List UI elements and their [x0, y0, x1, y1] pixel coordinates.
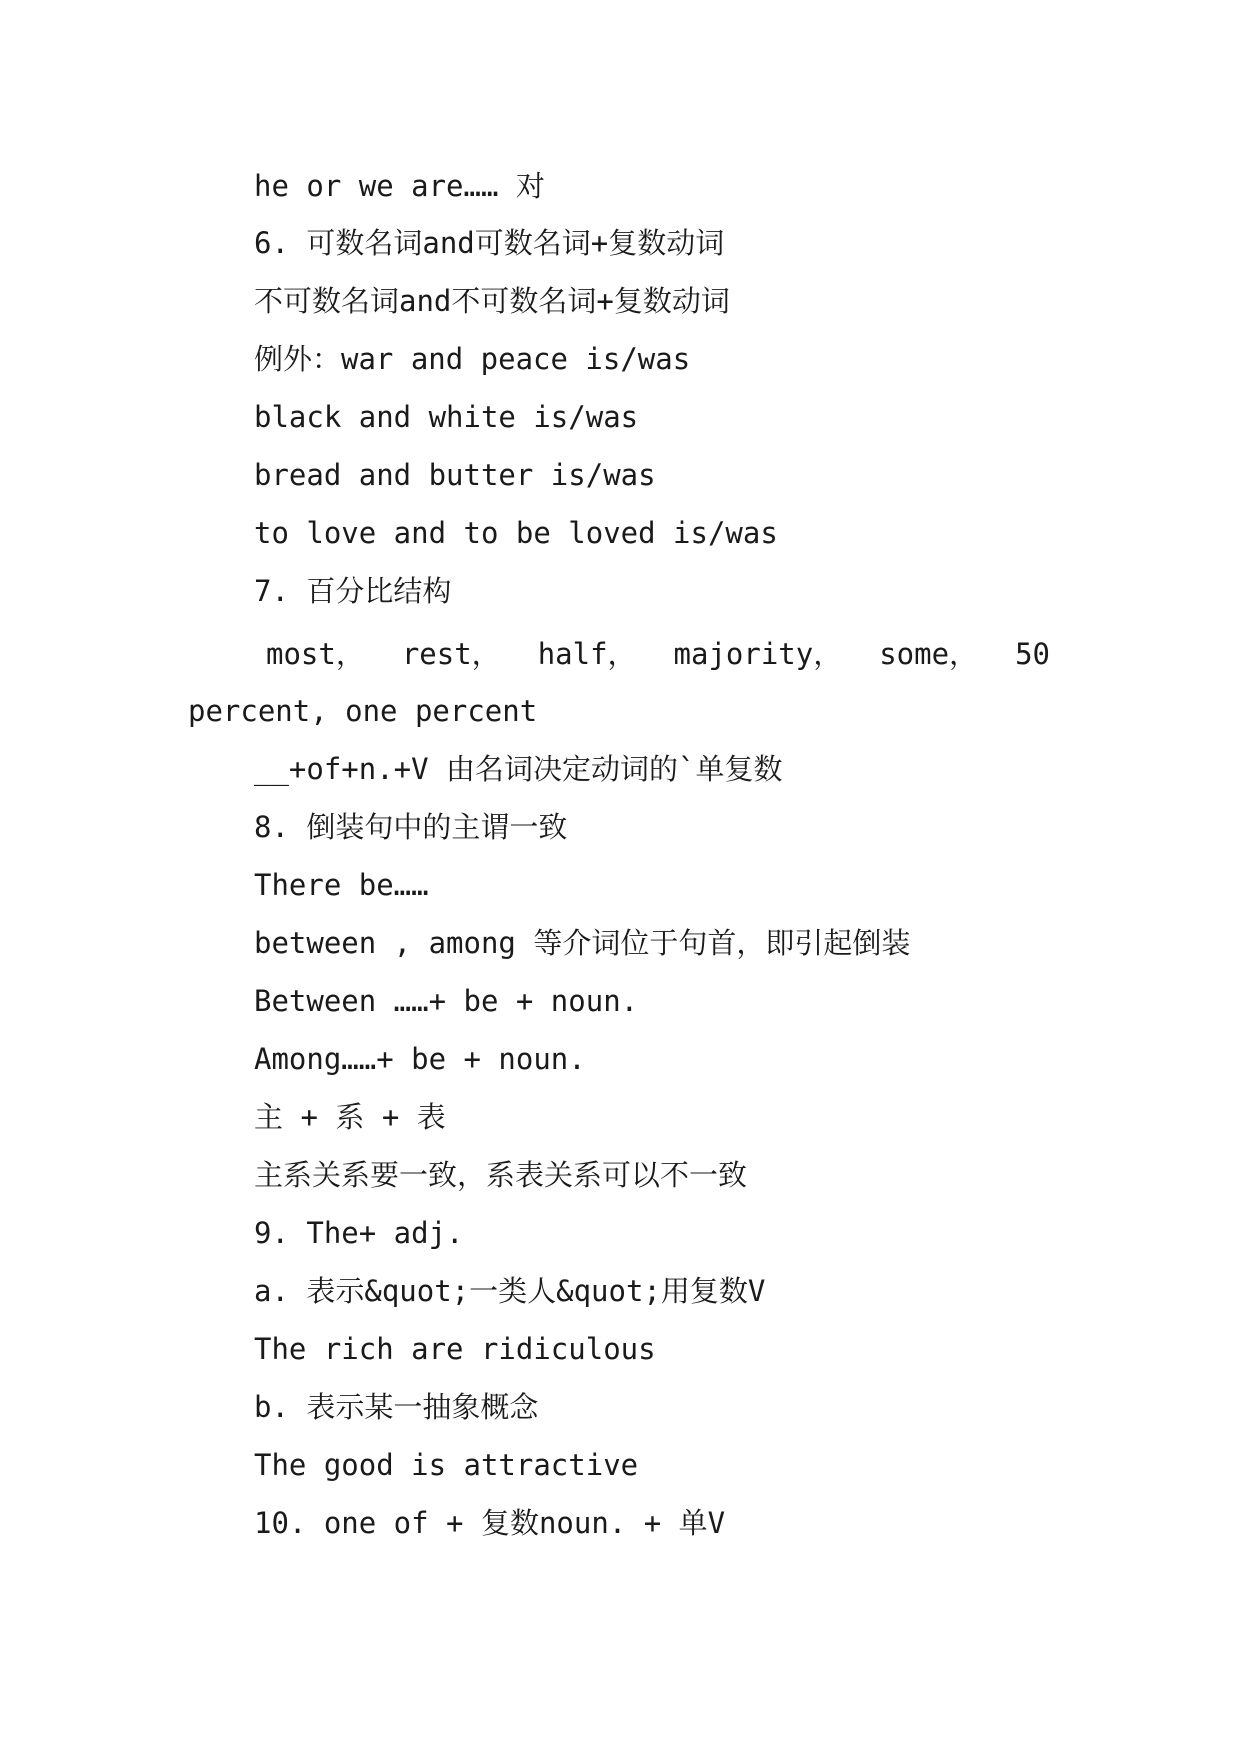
word: most，: [266, 637, 365, 671]
word: rest，: [401, 637, 501, 671]
text-line: b. 表示某一抽象概念: [254, 1390, 539, 1424]
text-line: 例外：war and peace is/was: [254, 342, 691, 376]
text-line: 不可数名词and不可数名词+复数动词: [254, 284, 730, 318]
text-line: Among……+ be + noun.: [254, 1042, 586, 1076]
text-line: percent, one percent: [188, 694, 538, 728]
text-line: 10. one of + 复数noun. + 单V: [254, 1506, 726, 1540]
text-line: __+of+n.+V 由名词决定动词的`单复数: [254, 752, 783, 786]
text-line: 9. The+ adj.: [254, 1216, 464, 1250]
word: some，: [879, 637, 979, 671]
text-line: a. 表示&quot;一类人&quot;用复数V: [254, 1274, 766, 1308]
text-line: There be……: [254, 868, 429, 902]
text-line: The rich are ridiculous: [254, 1332, 656, 1366]
text-line: to love and to be loved is/was: [254, 516, 778, 550]
text-line: Between ……+ be + noun.: [254, 984, 639, 1018]
word: 50: [1015, 637, 1050, 671]
word: majority，: [673, 637, 843, 671]
text-line: 主系关系要一致，系表关系可以不一致: [254, 1158, 748, 1192]
text-line: bread and butter is/was: [254, 458, 656, 492]
text-line: 6. 可数名词and可数名词+复数动词: [254, 226, 725, 260]
word: half，: [537, 637, 637, 671]
text-line: 8. 倒装句中的主谓一致: [254, 810, 568, 844]
text-line: black and white is/was: [254, 400, 639, 434]
text-line: between , among 等介词位于句首，即引起倒装: [254, 926, 911, 960]
text-line: 7. 百分比结构: [254, 574, 452, 608]
text-line: 主 + 系 + 表: [254, 1100, 446, 1134]
text-line: The good is attractive: [254, 1448, 639, 1482]
text-line: he or we are…… 对: [254, 169, 545, 203]
justified-word-row: [266, 637, 1050, 671]
